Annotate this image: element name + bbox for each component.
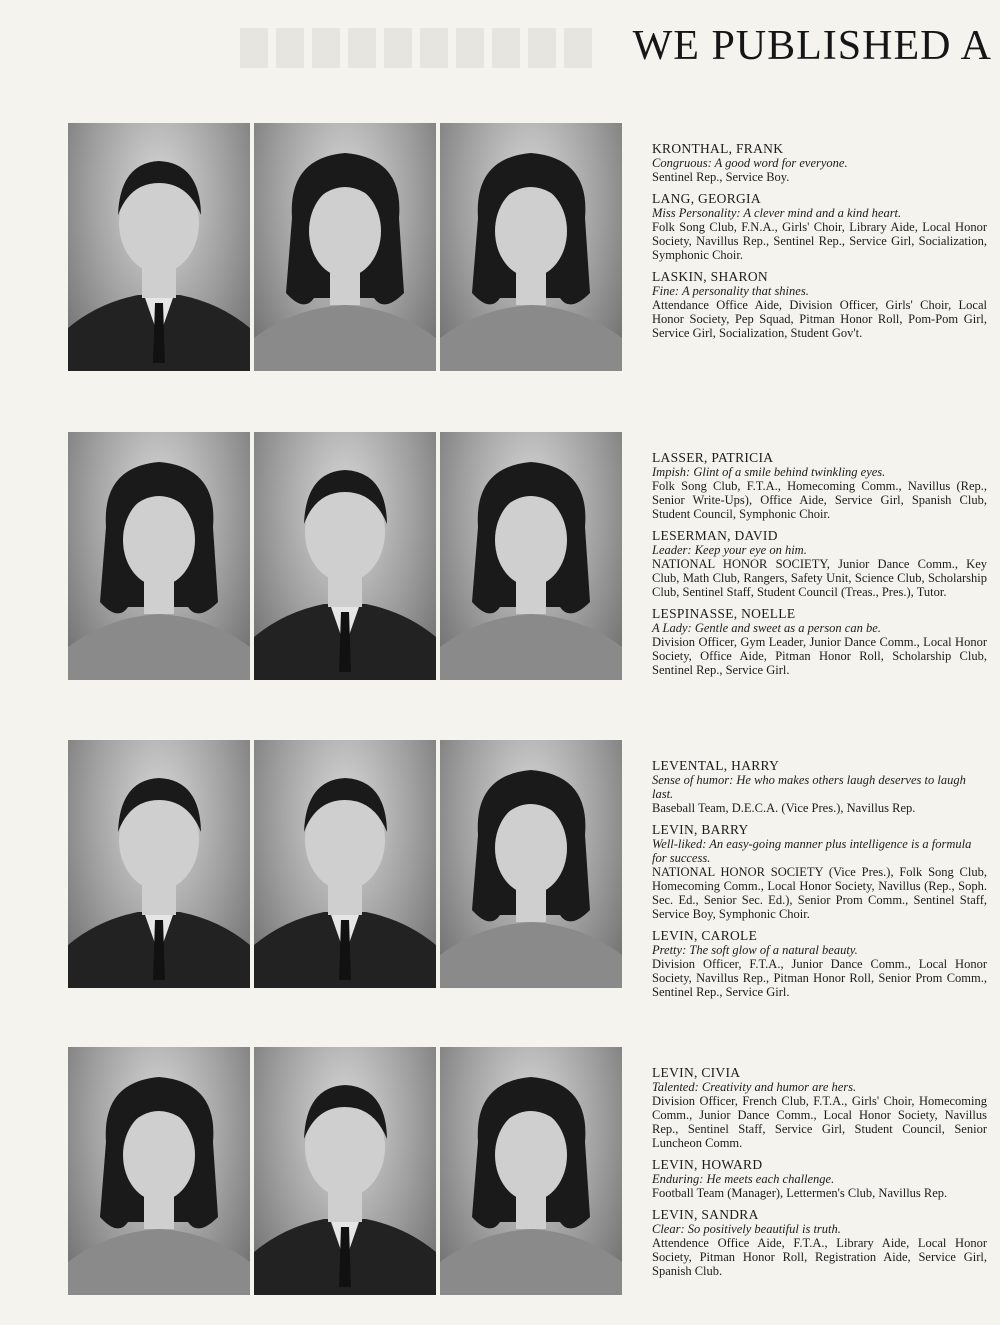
student-name: LASKIN, SHARON bbox=[652, 269, 768, 284]
student-motto: Clear: So positively beautiful is truth. bbox=[652, 1222, 841, 1236]
student-name: LEVIN, HOWARD bbox=[652, 1157, 763, 1172]
student-motto: Enduring: He meets each challenge. bbox=[652, 1172, 835, 1186]
student-activities: Division Officer, Gym Leader, Junior Dance Comm., Local Honor Society, Office Aide, Pitman Honor Roll, Scholarship Club, Sentinel Rep., Service Girl. bbox=[652, 635, 987, 677]
student-activities: Division Officer, F.T.A., Junior Dance Comm., Local Honor Society, Navillus Rep., Pitman Honor Roll, Senior Prom Comm., Sentinel Rep., Service Girl. bbox=[652, 957, 987, 999]
student-entries bbox=[652, 1065, 987, 1285]
student-portrait bbox=[68, 123, 250, 371]
student-portrait bbox=[440, 432, 622, 680]
student-entries bbox=[652, 758, 987, 1006]
student-portrait bbox=[254, 740, 436, 988]
student-activities: Division Officer, French Club, F.T.A., Girls' Choir, Homecoming Comm., Junior Dance Comm., Local Honor Society, Navillus Rep., Sentinel Staff, Service Girl, Student Council, Senior Luncheon Comm. bbox=[652, 1094, 987, 1150]
student-entries bbox=[652, 450, 987, 684]
student-activities: NATIONAL HONOR SOCIETY (Vice Pres.), Folk Song Club, Homecoming Comm., Local Honor Society, Navillus (Rep., Soph. Sec. Ed., Senior Sec. Ed.), Senior Prom Comm., Sentinel Staff, Service Boy, Symphonic Choir. bbox=[652, 865, 987, 921]
student-row bbox=[68, 123, 998, 383]
student-motto: Sense of humor: He who makes others laugh deserves to laugh last. bbox=[652, 773, 966, 801]
student-entry bbox=[652, 1065, 987, 1150]
student-activities: NATIONAL HONOR SOCIETY, Junior Dance Comm., Key Club, Math Club, Rangers, Safety Unit, Science Club, Scholarship Club, Sentinel Staff, Student Council (Treas., Pres.), Tutor. bbox=[652, 557, 987, 599]
student-portrait bbox=[68, 432, 250, 680]
student-name: LEVIN, SANDRA bbox=[652, 1207, 759, 1222]
student-activities: Sentinel Rep., Service Boy. bbox=[652, 170, 790, 184]
student-name: LEVIN, BARRY bbox=[652, 822, 749, 837]
student-entries bbox=[652, 141, 987, 347]
student-name: LASSER, PATRICIA bbox=[652, 450, 774, 465]
bleed-through-texture bbox=[240, 28, 600, 68]
student-portrait bbox=[254, 123, 436, 371]
student-motto: Talented: Creativity and humor are hers. bbox=[652, 1080, 857, 1094]
student-name: LEVIN, CAROLE bbox=[652, 928, 758, 943]
student-entry bbox=[652, 822, 987, 921]
student-entry bbox=[652, 450, 987, 521]
student-motto: Pretty: The soft glow of a natural beauty. bbox=[652, 943, 858, 957]
student-entry bbox=[652, 606, 987, 677]
student-motto: Well-liked: An easy-going manner plus intelligence is a formula for success. bbox=[652, 837, 972, 865]
photo-strip bbox=[68, 432, 624, 680]
student-activities: Baseball Team, D.E.C.A. (Vice Pres.), Navillus Rep. bbox=[652, 801, 916, 815]
student-row bbox=[68, 1047, 998, 1307]
photo-strip bbox=[68, 1047, 624, 1295]
photo-strip bbox=[68, 740, 624, 988]
student-entry bbox=[652, 1157, 987, 1200]
student-portrait bbox=[254, 1047, 436, 1295]
student-motto: Impish: Glint of a smile behind twinkling eyes. bbox=[652, 465, 886, 479]
student-name: LEVENTAL, HARRY bbox=[652, 758, 780, 773]
student-portrait bbox=[440, 123, 622, 371]
student-motto: A Lady: Gentle and sweet as a person can be. bbox=[652, 621, 881, 635]
student-portrait bbox=[254, 432, 436, 680]
student-row bbox=[68, 432, 998, 692]
student-motto: Leader: Keep your eye on him. bbox=[652, 543, 807, 557]
student-activities: Attendence Office Aide, F.T.A., Library Aide, Local Honor Society, Pitman Honor Roll, Registration Aide, Service Girl, Spanish Club. bbox=[652, 1236, 987, 1278]
student-entry bbox=[652, 528, 987, 599]
student-name: LESERMAN, DAVID bbox=[652, 528, 778, 543]
student-entry bbox=[652, 758, 987, 815]
student-portrait bbox=[68, 1047, 250, 1295]
student-name: LANG, GEORGIA bbox=[652, 191, 761, 206]
student-entry bbox=[652, 191, 987, 262]
student-activities: Attendance Office Aide, Division Officer, Girls' Choir, Local Honor Society, Pep Squad, Pitman Honor Roll, Pom-Pom Girl, Service Girl, Socialization, Student Gov't. bbox=[652, 298, 987, 340]
photo-strip bbox=[68, 123, 624, 371]
student-motto: Fine: A personality that shines. bbox=[652, 284, 809, 298]
student-portrait bbox=[440, 740, 622, 988]
student-motto: Miss Personality: A clever mind and a kind heart. bbox=[652, 206, 902, 220]
student-activities: Folk Song Club, F.N.A., Girls' Choir, Library Aide, Local Honor Society, Navillus Rep., Sentinel Rep., Service Girl, Socialization, Symphonic Choir. bbox=[652, 220, 987, 262]
student-entry bbox=[652, 141, 987, 184]
student-name: LESPINASSE, NOELLE bbox=[652, 606, 796, 621]
student-portrait bbox=[440, 1047, 622, 1295]
student-entry bbox=[652, 269, 987, 340]
student-name: LEVIN, CIVIA bbox=[652, 1065, 741, 1080]
student-activities: Folk Song Club, F.T.A., Homecoming Comm., Navillus (Rep., Senior Write-Ups), Office Aide, Service Girl, Spanish Club, Student Council, Symphonic Choir. bbox=[652, 479, 987, 521]
student-motto: Congruous: A good word for everyone. bbox=[652, 156, 848, 170]
student-entry bbox=[652, 928, 987, 999]
student-name: KRONTHAL, FRANK bbox=[652, 141, 784, 156]
student-activities: Football Team (Manager), Lettermen's Club, Navillus Rep. bbox=[652, 1186, 948, 1200]
page-title: WE PUBLISHED A bbox=[632, 23, 992, 69]
student-portrait bbox=[68, 740, 250, 988]
student-row bbox=[68, 740, 998, 1000]
student-entry bbox=[652, 1207, 987, 1278]
